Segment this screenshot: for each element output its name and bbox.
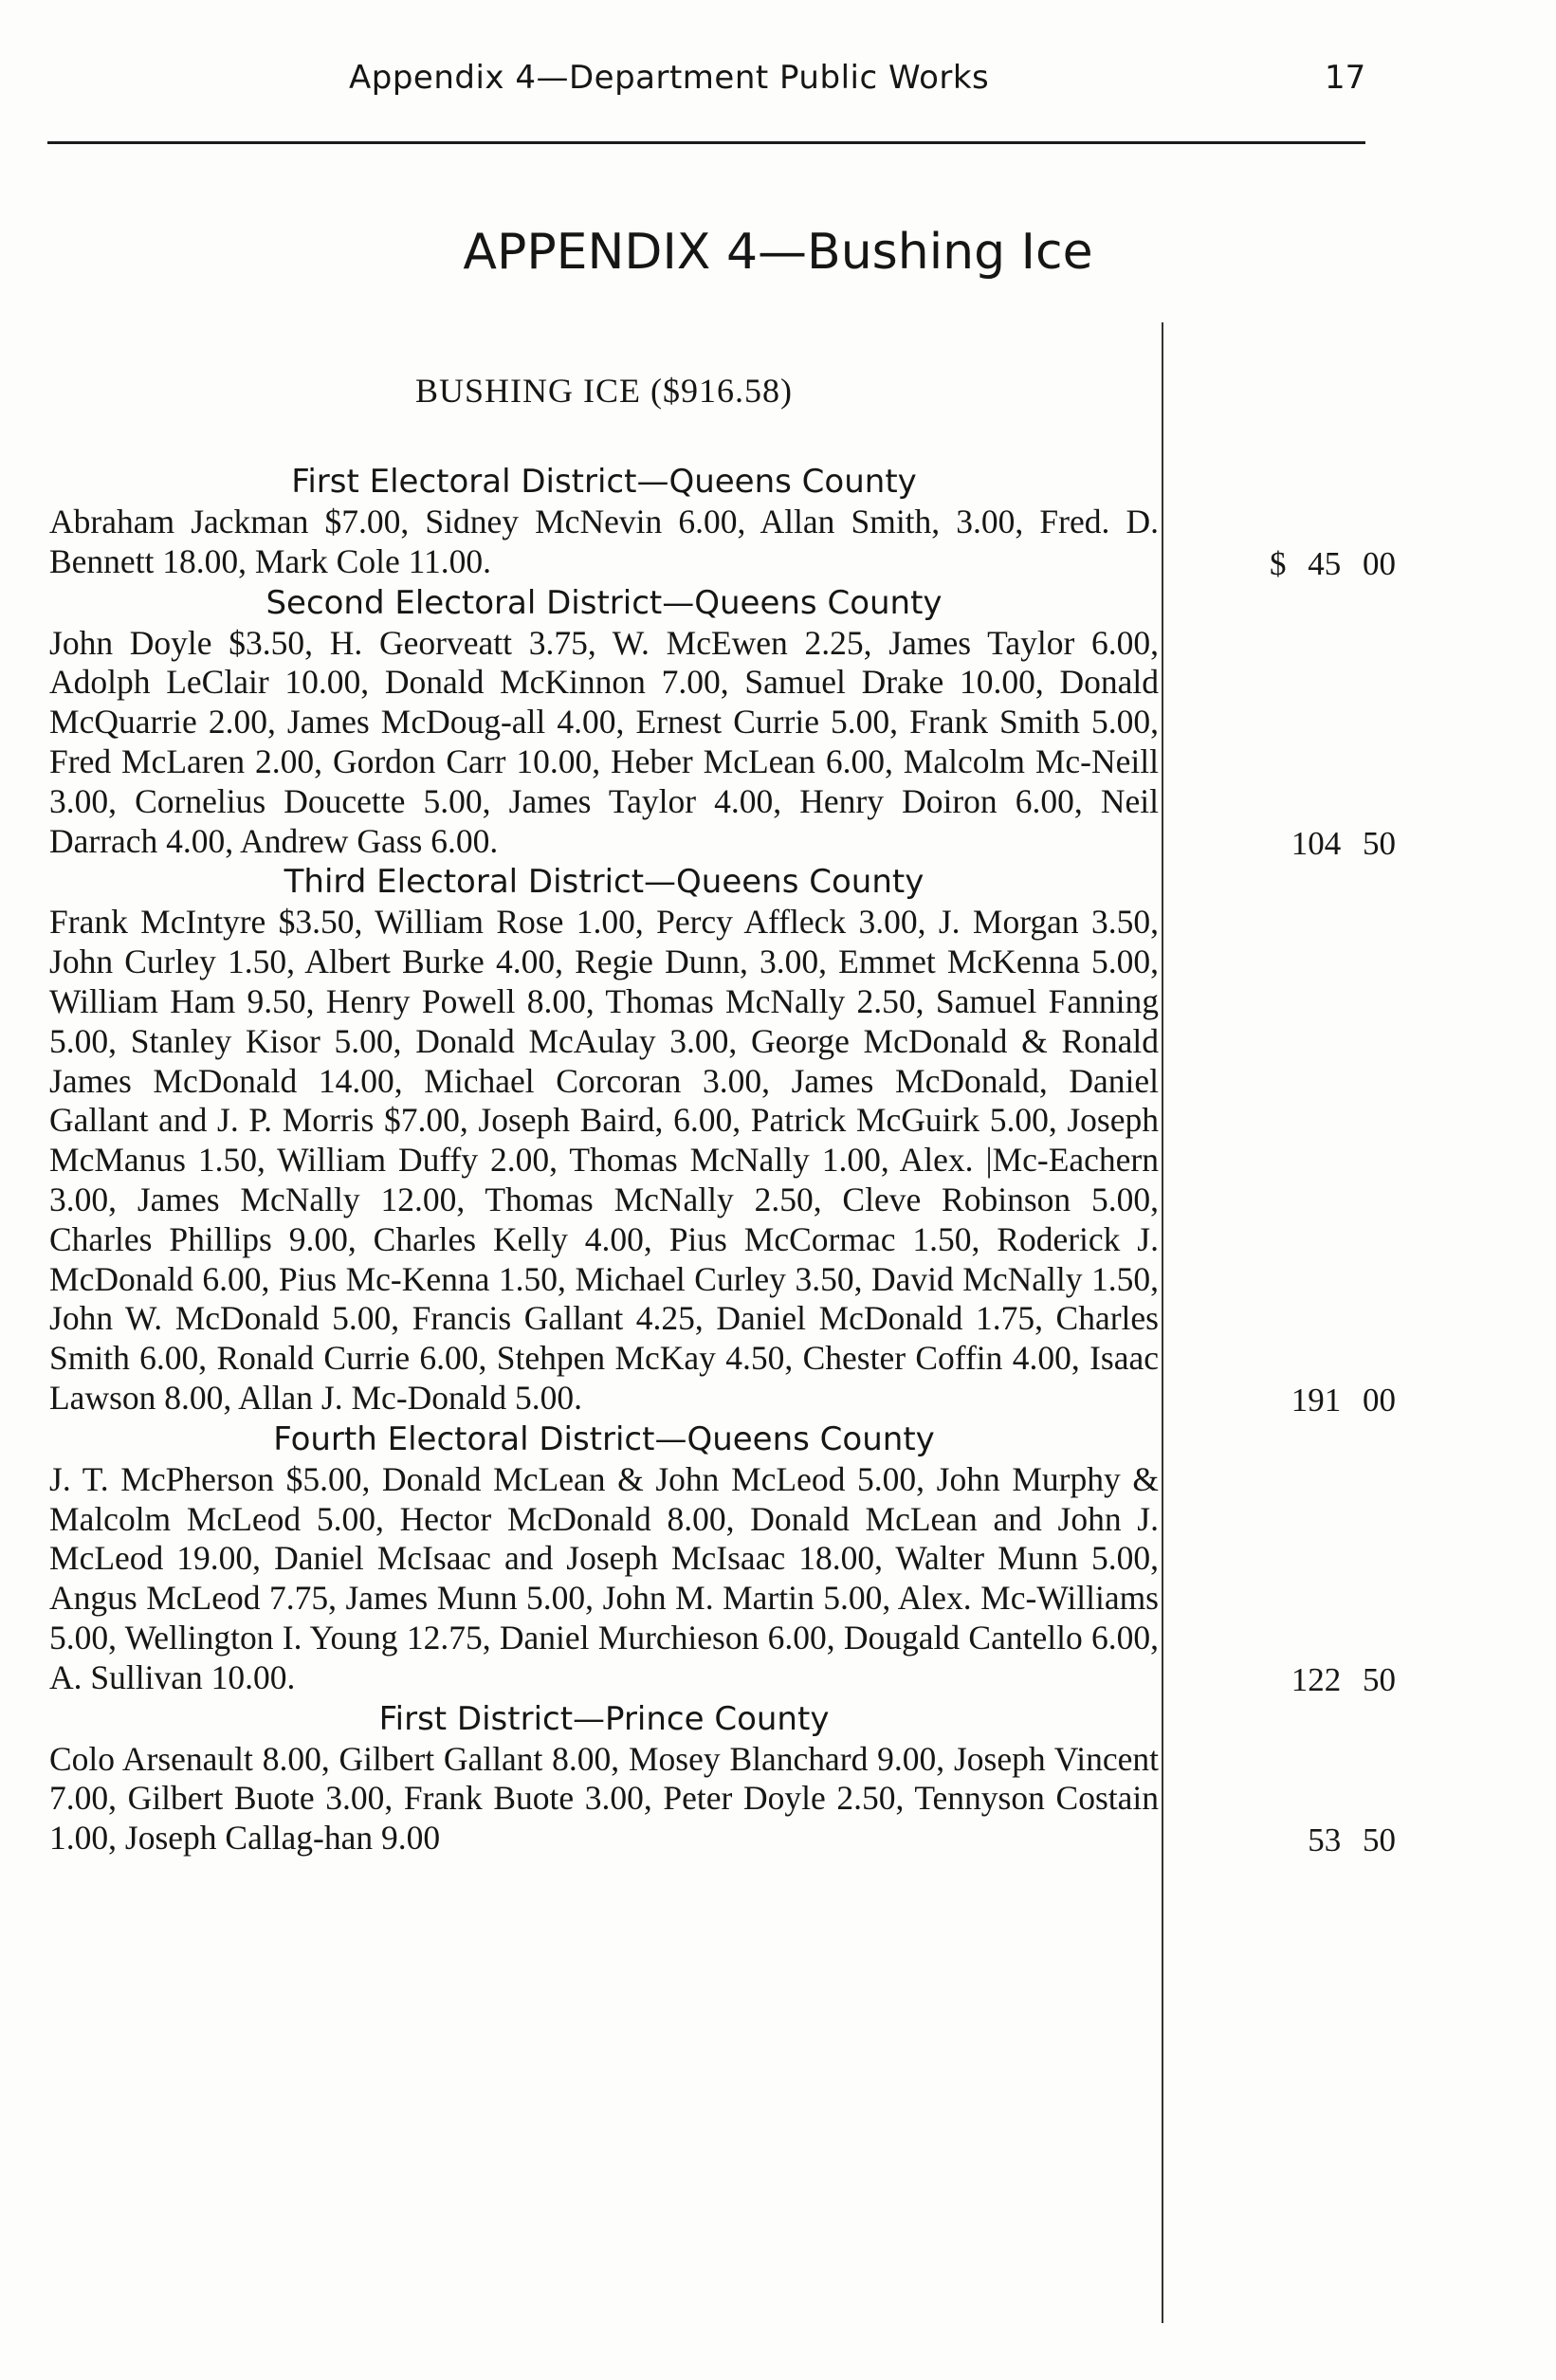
district-total: 104 50 (1291, 824, 1396, 862)
district-block (49, 461, 1159, 582)
amount-column-divider (1162, 322, 1163, 2323)
section-title: BUSHING ICE ($916.58) (415, 372, 793, 410)
district-block (49, 1698, 1159, 1858)
district-heading: Second Electoral District—Queens County (265, 583, 943, 622)
district-entries: John Doyle $3.50, H. Georveatt 3.75, W. McEwen 2.25, James Taylor 6.00, Adolph LeClair 10.00, Donald McKinnon 7.00, Samuel Drake 10.00, Donald McQuarrie 2.00, James McDoug-all 4.00, Ernest Currie 5.00, Frank Smith 5.00, Fred McLaren 2.00, Gordon Carr 10.00, Heber McLean 6.00, Malcolm Mc-Neill 3.00, Cornelius Doucette 5.00, James Taylor 4.00, Henry Doiron 6.00, Neil Darrach 4.00, Andrew Gass 6.00. (49, 623, 1159, 860)
district-heading: First District—Prince County (378, 1699, 830, 1738)
document-body (49, 370, 1159, 1858)
district-heading: First Electoral District—Queens County (291, 463, 917, 501)
page-number: 17 (1325, 59, 1366, 97)
district-total: 191 00 (1291, 1381, 1396, 1419)
appendix-title: APPENDIX 4—Bushing Ice (463, 224, 1093, 281)
district-total: $ 45 00 (1270, 544, 1396, 582)
district-entries: J. T. McPherson $5.00, Donald McLean & John McLeod 5.00, John Murphy & Malcolm McLeod 5.00, Hector McDonald 8.00, Donald McLean and John J. McLeod 19.00, Daniel McIsaac and Joseph McIsaac 18.00, Walter Munn 5.00, Angus McLeod 7.75, James Munn 5.00, John M. Martin 5.00, Alex. Mc-Williams 5.00, Wellington I. Young 12.75, Daniel Murchieson 6.00, Dougald Cantello 6.00, A. Sullivan 10.00. (49, 1459, 1159, 1696)
district-entries: Colo Arsenault 8.00, Gilbert Gallant 8.00, Mosey Blanchard 9.00, Joseph Vincent 7.00, Gilbert Buote 3.00, Frank Buote 3.00, Peter Doyle 2.50, Tennyson Costain 1.00, Joseph Callag-han 9.00 (49, 1739, 1159, 1858)
district-block (49, 582, 1159, 862)
district-total: 122 50 (1291, 1660, 1396, 1698)
district-heading: Third Electoral District—Queens County (284, 863, 924, 902)
district-entries: Frank McIntyre $3.50, William Rose 1.00, Percy Affleck 3.00, J. Morgan 3.50, John Curley 1.50, Albert Burke 4.00, Regie Dunn, 3.00, Emmet McKenna 5.00, William Ham 9.50, Henry Powell 8.00, Thomas McNally 2.50, Samuel Fanning 5.00, Stanley Kisor 5.00, Donald McAulay 3.00, George McDonald & Ronald James McDonald 14.00, Michael Corcoran 3.00, James McDonald, Daniel Gallant and J. P. Morris $7.00, Joseph Baird, 6.00, Patrick McGuirk 5.00, Joseph McManus 1.50, William Duffy 2.00, Thomas McNally 1.00, Alex. |Mc-Eachern 3.00, James McNally 12.00, Thomas McNally 2.50, Cleve Robinson 5.00, Charles Phillips 9.00, Charles Kelly 4.00, Pius McCormac 1.50, Roderick J. McDonald 6.00, Pius Mc-Kenna 1.50, Michael Curley 3.50, David McNally 1.50, John W. McDonald 5.00, Francis Gallant 4.25, Daniel McDonald 1.75, Charles Smith 6.00, Ronald Currie 6.00, Stehpen McKay 4.50, Chester Coffin 4.00, Isaac Lawson 8.00, Allan J. Mc-Donald 5.00. (49, 903, 1159, 1417)
district-block (49, 861, 1159, 1418)
district-heading: Fourth Electoral District—Queens County (273, 1419, 935, 1458)
running-header-title: Appendix 4—Department Public Works (349, 59, 990, 97)
district-block (49, 1419, 1159, 1698)
district-total: 53 50 (1308, 1822, 1396, 1859)
header-rule (47, 141, 1365, 144)
district-entries: Abraham Jackman $7.00, Sidney McNevin 6.00, Allan Smith, 3.00, Fred. D. Bennett 18.00, Mark Cole 11.00. (49, 503, 1159, 580)
amounts-column (1197, 0, 1396, 2323)
